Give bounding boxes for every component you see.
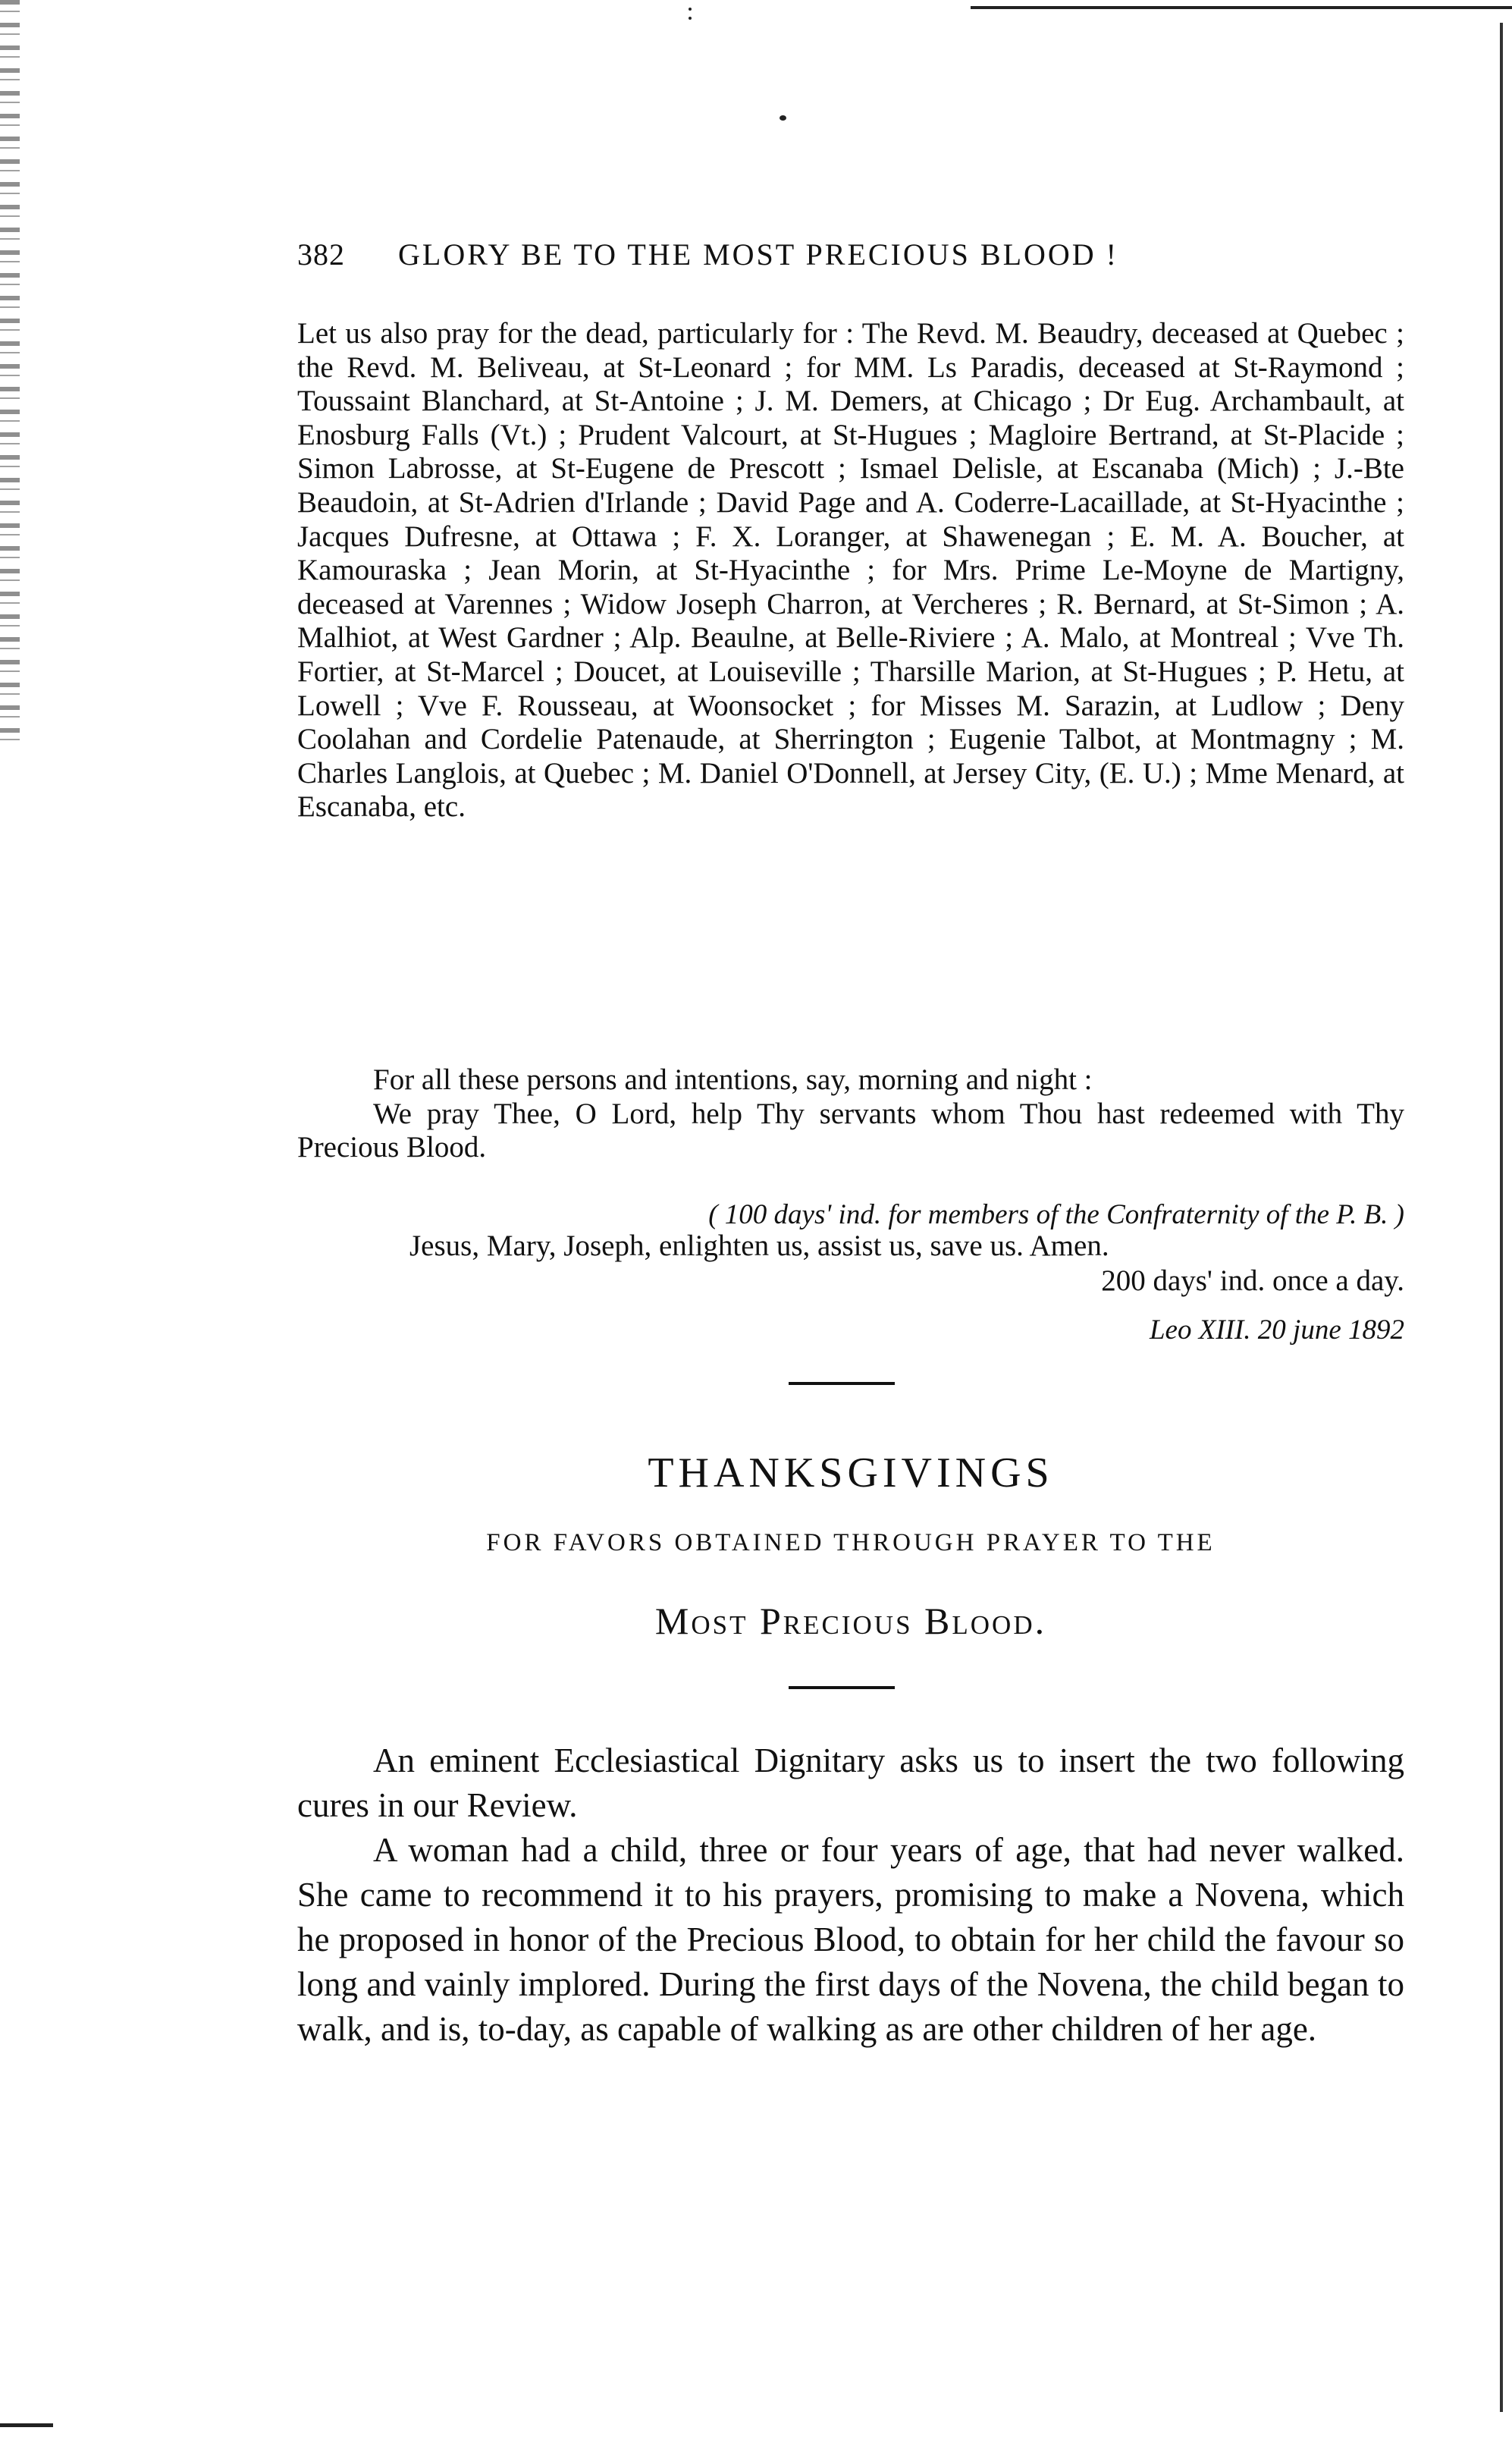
scan-edge-bottom: [0, 2423, 53, 2427]
scan-speck: [780, 115, 786, 121]
page-number: 382: [297, 237, 345, 272]
scan-edge-top: [971, 6, 1512, 9]
scan-speck: [689, 8, 692, 11]
binding-edge-marks: [0, 0, 20, 743]
section-divider: [789, 1382, 895, 1385]
thanksgivings-subject: Most Precious Blood.: [654, 1600, 1047, 1642]
thanksgivings-subtitle: FOR FAVORS OBTAINED THROUGH PRAYER TO THE: [486, 1529, 1216, 1556]
running-title: GLORY BE TO THE MOST PRECIOUS BLOOD !: [398, 237, 1118, 272]
prayer-section: [297, 1063, 1404, 1165]
invocation-line: Jesus, Mary, Joseph, enlighten us, assist us, save us. Amen.: [409, 1229, 1109, 1262]
narrative-section: [297, 1738, 1404, 2052]
dead-list-paragraph: Let us also pray for the dead, particularly for : The Revd. M. Beaudry, deceased at Quebec ; the Revd. M. Beliveau, at St-Leonard ; for MM. Ls Paradis, deceased at St-Raymond ; Toussaint Blanchard, at St-Antoine ; J. M. Demers, at Chicago ; Dr Eug. Archambault, at Enosburg Falls (Vt.) ; Prudent Valcourt, at St-Hugues ; Magloire Bertrand, at St-Placide ; Simon Labrosse, at St-Eugene de Prescott ; Ismael Delisle, at Escanaba (Mich) ; J.-Bte Beaudoin, at St-Adrien d'Irlande ; David Page and A. Coderre-Lacaillade, at St-Hyacinthe ; Jacques Dufresne, at Ottawa ; F. X. Loranger, at Shawenegan ; E. M. A. Boucher, at Kamouraska ; Jean Morin, at St-Hyacinthe ; for Mrs. Prime Le-Moyne de Martigny, deceased at Varennes ; Widow Joseph Charron, at Vercheres ; R. Bernard, at St-Simon ; A. Malhiot, at West Gardner ; Alp. Beaulne, at Belle-Riviere ; A. Malo, at Montreal ; Vve Th. Fortier, at St-Marcel ; Doucet, at Louiseville ; Tharsille Marion, at St-Hugues ; P. Hetu, at Lowell ; Vve F. Rousseau, at Woonsocket ; for Misses M. Sarazin, at Ludlow ; Deny Coolahan and Cordelie Patenaude, at Sherrington ; Eugenie Talbot, at Montmagny ; M. Charles Langlois, at Quebec ; M. Daniel O'Donnell, at Jersey City, (E. U.) ; Mme Menard, at Escanaba, etc.: [297, 317, 1404, 824]
prayer-indulgence: ( 100 days' ind. for members of the Confraternity of the P. B. ): [708, 1199, 1404, 1230]
prayer-for-dead-section: [297, 317, 1404, 824]
section-divider: [789, 1686, 895, 1689]
scan-edge-right: [1500, 23, 1503, 2412]
papal-signature: Leo XIII. 20 june 1892: [1149, 1314, 1404, 1346]
scan-speck: [689, 17, 692, 20]
invocation-section: [297, 1229, 1404, 1299]
prayer-intro: For all these persons and intentions, say, morning and night :: [373, 1063, 1093, 1096]
invocation-indulgence: 200 days' ind. once a day.: [1101, 1264, 1404, 1297]
thanksgivings-title: THANKSGIVINGS: [648, 1449, 1054, 1496]
running-head: [297, 237, 1412, 282]
narrative-paragraph: An eminent Ecclesiastical Dignitary asks us to insert the two following cures in our Review.: [297, 1741, 1404, 1824]
prayer-body: We pray Thee, O Lord, help Thy servants whom Thou hast redeemed with Thy Precious Blood.: [297, 1097, 1404, 1164]
narrative-paragraph: A woman had a child, three or four years of age, that had never walked. She came to recommend it to his prayers, promising to make a Novena, which he proposed in honor of the Precious Blood, to obtain for her child the favour so long and vainly implored. During the first days of the Novena, the child began to walk, and is, to-day, as capable of walking as are other children of her age.: [297, 1831, 1404, 2048]
